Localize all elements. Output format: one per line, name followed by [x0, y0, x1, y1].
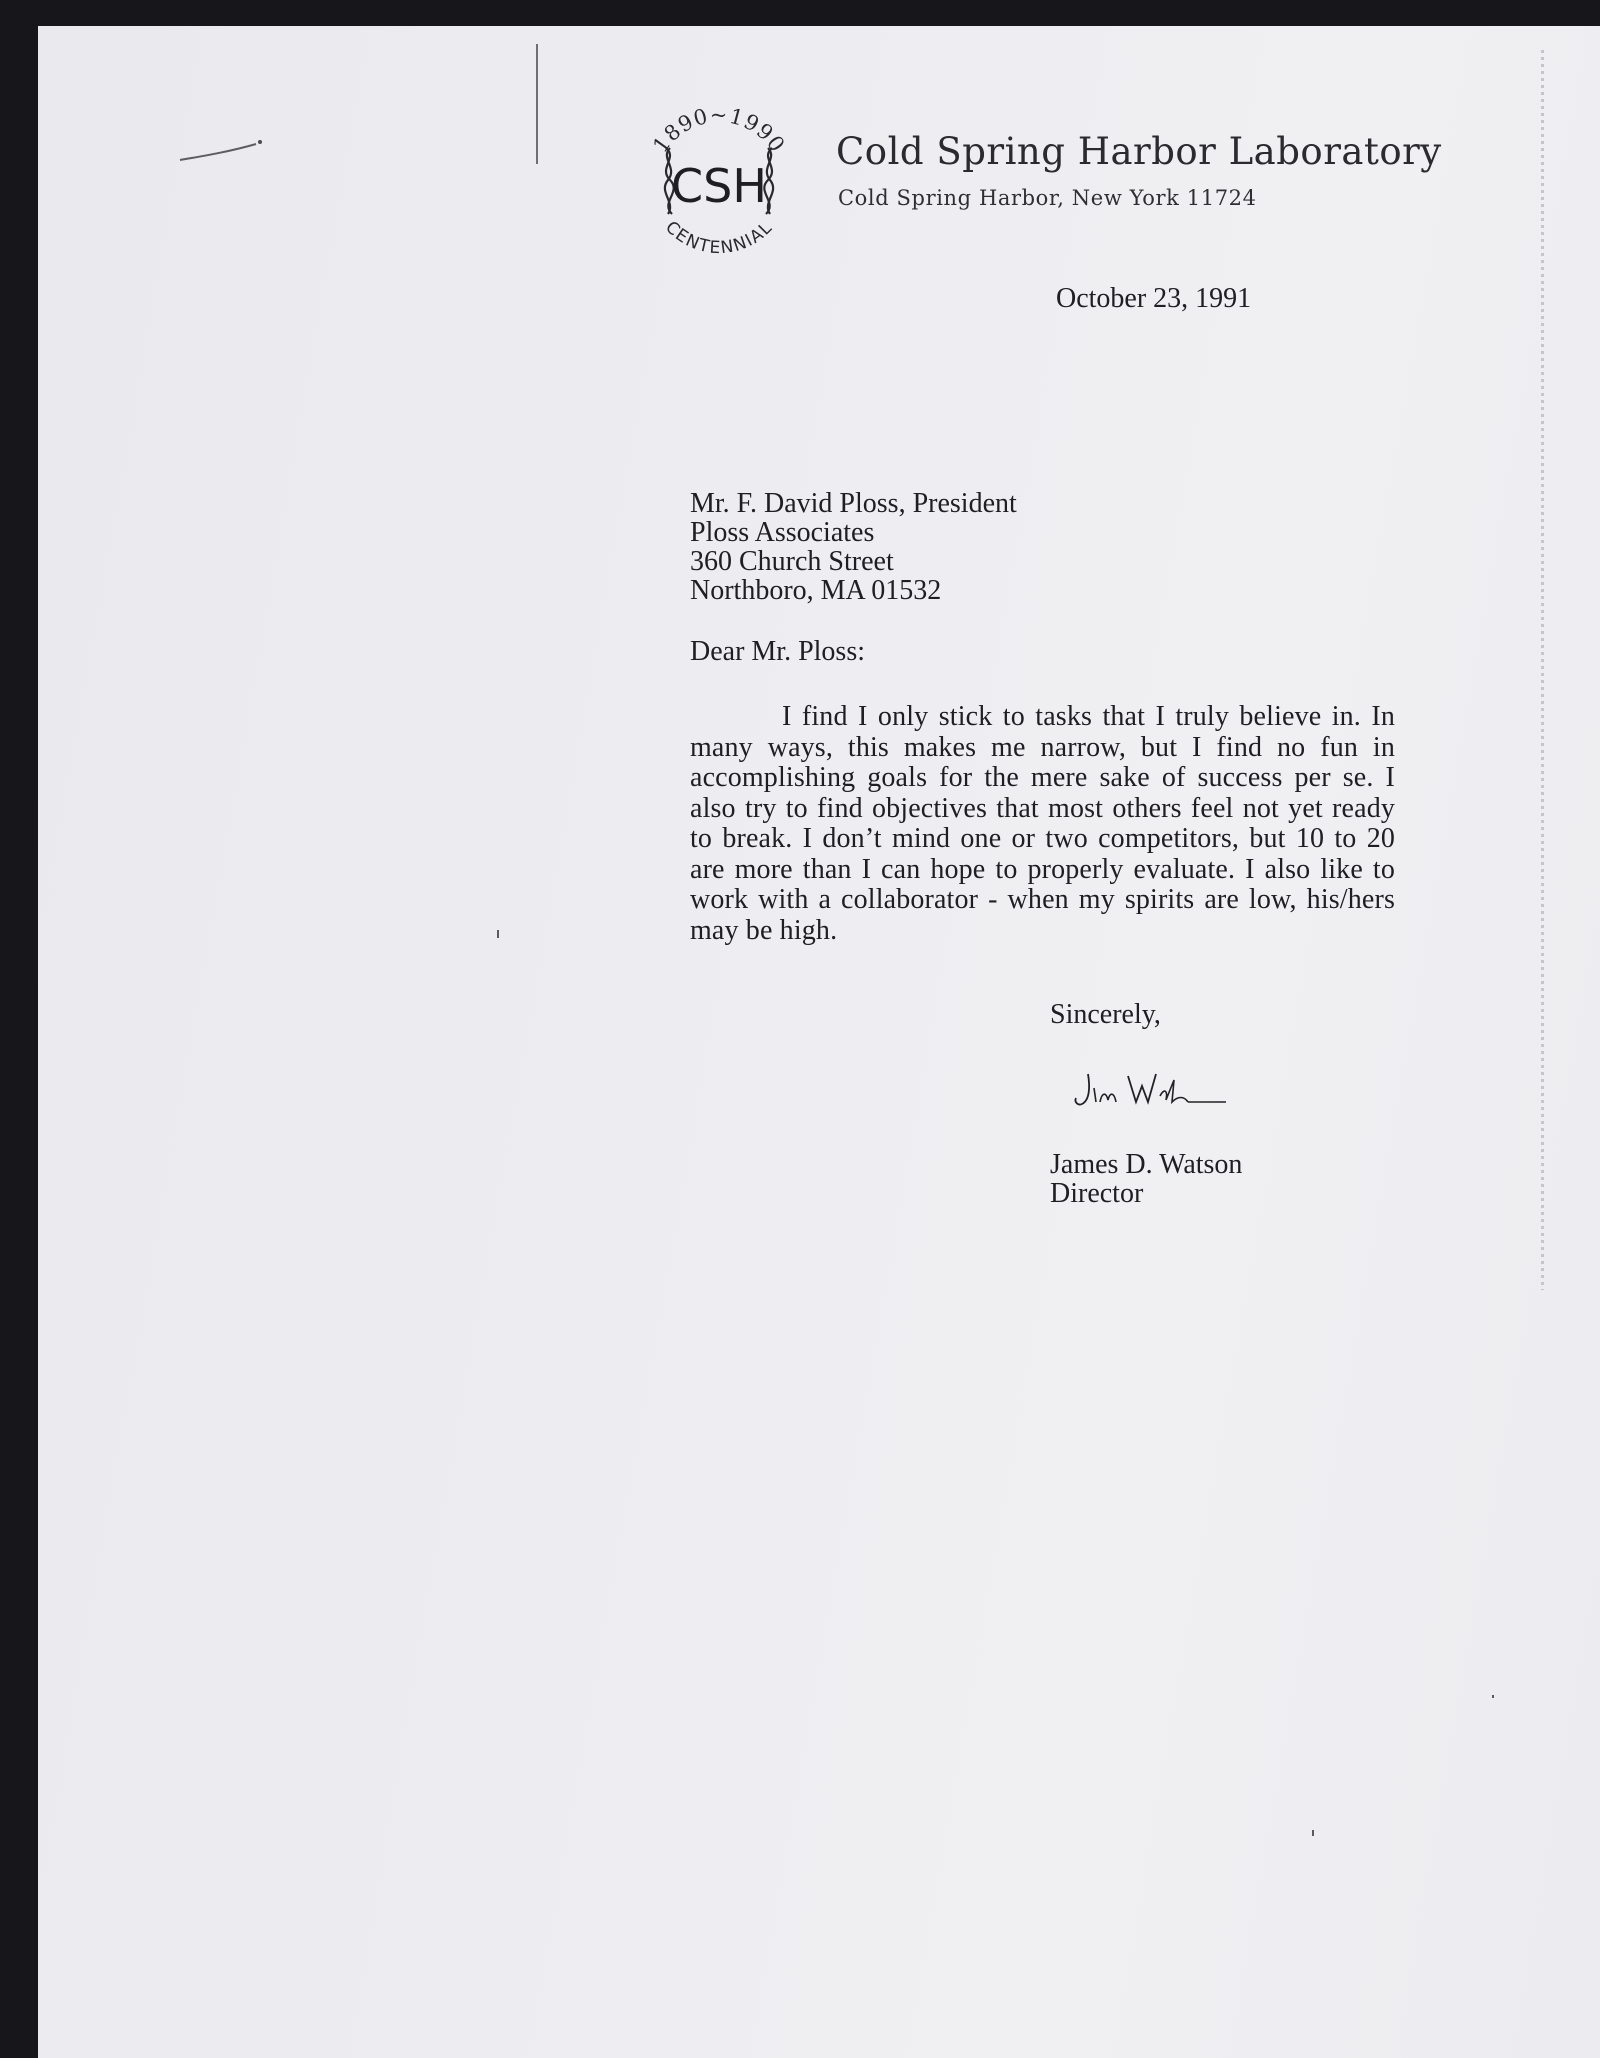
- signature-block: [1050, 1150, 1242, 1208]
- handwritten-signature: [1070, 1066, 1230, 1116]
- recipient-name-line: Mr. F. David Ploss, President: [690, 488, 1017, 519]
- svg-text:CENTENNIAL: [661, 217, 777, 258]
- recipient-city-line: Northboro, MA 01532: [690, 575, 942, 606]
- seal-years-text: 1890~1990: [648, 103, 790, 158]
- seal-csh-text: CSH: [671, 159, 767, 213]
- paper-speck: [1312, 1830, 1314, 1836]
- recipient-address-block: [690, 489, 1017, 605]
- letter-salutation: Dear Mr. Ploss:: [690, 636, 865, 667]
- paper-speck: [1492, 1695, 1494, 1698]
- recipient-company-line: Ploss Associates: [690, 517, 875, 548]
- csh-centennial-seal-logo: [630, 96, 808, 274]
- organization-address: Cold Spring Harbor, New York 11724: [838, 186, 1257, 210]
- paper-speck: [497, 930, 499, 938]
- signer-name: James D. Watson: [1050, 1149, 1243, 1180]
- letter-body-paragraph: I find I only stick to tasks that I truly believe in. In many ways, this makes me narrow, but I find no fun in accomplishing goals for the mere sake of success per se. I also try to find objectives that most others feel not yet ready to break. I don’t mind one or two competitors, but 10 to 20 are more than I can hope to properly evaluate. I also like to work with a collaborator - when my spirits are low, his/hers may be high.: [690, 701, 1395, 946]
- organization-name: Cold Spring Harbor Laboratory: [836, 130, 1442, 173]
- paper-crease-mark: [536, 44, 538, 164]
- letter-date: October 23, 1991: [1056, 283, 1252, 314]
- pen-mark: [178, 138, 264, 168]
- paper-edge-perforation: [1541, 50, 1544, 1290]
- recipient-street-line: 360 Church Street: [690, 546, 894, 577]
- signer-title: Director: [1050, 1178, 1144, 1209]
- seal-centennial-text: CENTENNIAL: [661, 217, 777, 259]
- paper-sheet: [38, 26, 1600, 2058]
- letter-closing: Sincerely,: [1050, 999, 1161, 1030]
